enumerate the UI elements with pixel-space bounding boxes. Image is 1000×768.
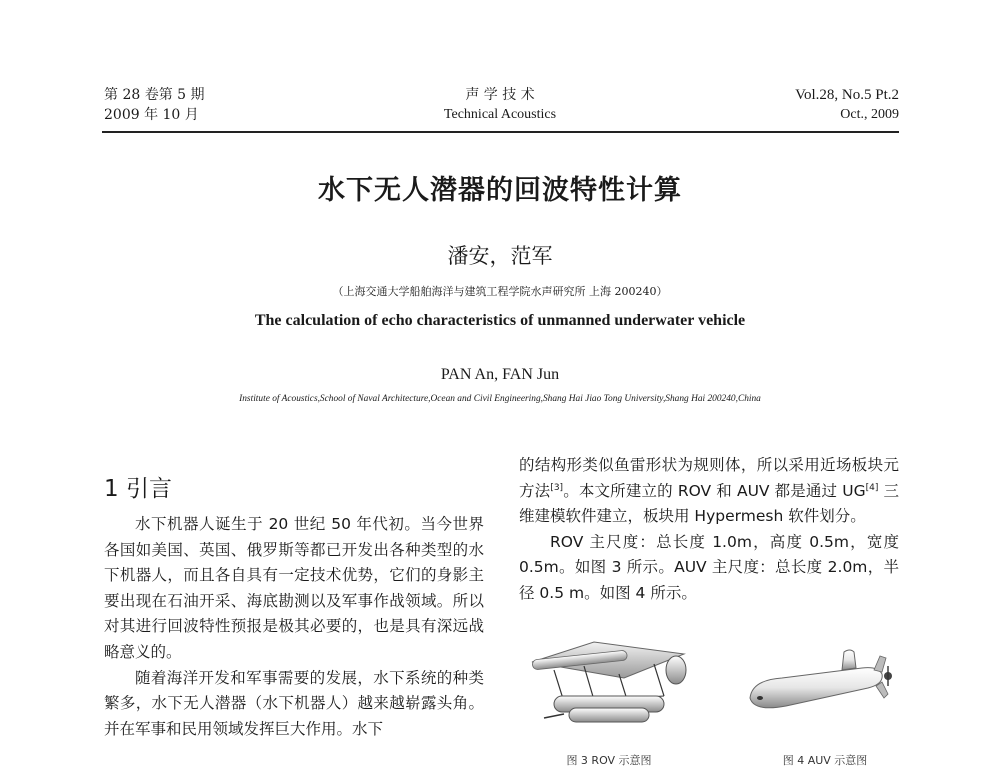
affiliation-cn: （上海交通大学船舶海洋与建筑工程学院水声研究所 上海 200240） [332,285,668,298]
volume-issue-en: Vol.28, No.5 Pt.2 [795,87,899,103]
right-column [519,453,899,607]
figure-4-caption: 图 4 AUV 示意图 [782,754,868,767]
paper-title-en: The calculation of echo characteristics of unmanned underwater vehicle [254,312,746,329]
authors-cn: 潘安，范军 [447,244,553,268]
method-paragraph [519,453,899,530]
method-text-a: 的结构形类似鱼雷形状为规则体，所以采用近场板块元方法 [519,456,899,500]
volume-issue-cn: 第 28 卷第 5 期 [104,87,205,103]
citation-3: [3] [550,482,564,493]
citation-4: [4] [865,482,879,493]
dimensions-paragraph: ROV 主尺度：总长度 1.0m，高度 0.5m，宽度 0.5m。如图 3 所示。AUV 主尺度：总长度 2.0m，半径 0.5 m。如图 4 所示。 [519,532,899,602]
auv-figure [742,640,902,720]
rov-figure [524,630,694,730]
method-text-b: 。本文所建立的 ROV 和 AUV 都是通过 UG [563,481,866,500]
journal-title-cn: 声 学 技 术 [465,87,535,103]
date-cn: 2009 年 10 月 [104,107,199,123]
affiliation-en: Institute of Acoustics,School of Naval Architecture,Ocean and Civil Engineering,Shang Hai Jiao Tong University,Shang Hai 200240,China [239,394,761,404]
journal-title-en: Technical Acoustics [443,107,557,122]
method-text-c: 三维建模软件建立，板块用 Hypermesh 软件划分。 [519,481,899,526]
date-en: Oct., 2009 [840,107,899,122]
intro-paragraph-1: 水下机器人诞生于 20 世纪 50 年代初。当今世界各国如美国、英国、俄罗斯等都已开发出各种类型的水下机器人，而且各自具有一定技术优势，它们的身影主要出现在石油开采、海底勘测以及军事作战领域。所以对其进行回波特性预报是极其必要的，也是具有深远战略意义的。 [104,515,484,661]
section-1-heading: 1 引言 [104,476,172,502]
authors-en: PAN An, FAN Jun [440,366,560,383]
header-rule [102,131,899,133]
figure-3-caption: 图 3 ROV 示意图 [566,754,652,767]
paper-title-cn: 水下无人潜器的回波特性计算 [318,175,682,206]
intro-paragraph-2: 随着海洋开发和军事需要的发展，水下系统的种类繁多，水下无人潜器（水下机器人）越来越崭露头角。并在军事和民用领域发挥巨大作用。水下 [104,668,484,738]
left-column [104,512,484,742]
